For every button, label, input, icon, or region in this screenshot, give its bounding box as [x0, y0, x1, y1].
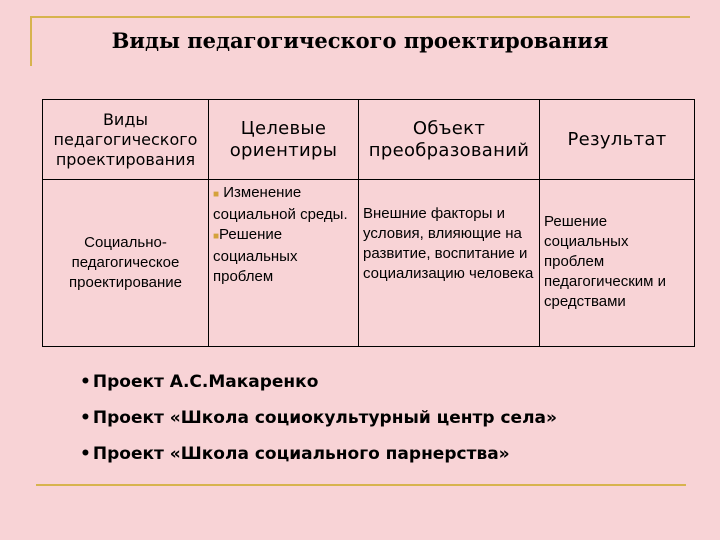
cell-type: Социально-педагогическое проектирование: [43, 180, 209, 347]
project-text: Проект «Школа социокультурный центр села»: [92, 408, 557, 428]
target-item: [213, 183, 354, 225]
project-item: [80, 372, 318, 392]
cell-targets: [209, 180, 359, 347]
comparison-table: [42, 99, 695, 347]
bullet-icon: •: [80, 408, 91, 428]
project-text: Проект «Школа социального парнерства»: [92, 444, 510, 464]
bullet-icon: •: [80, 444, 91, 464]
bullet-icon: •: [80, 372, 91, 392]
slide-title: Виды педагогического проектирования: [111, 28, 609, 53]
target-item: [213, 225, 354, 287]
project-item: [80, 408, 557, 428]
cell-object: Внешние факторы и условия, влияющие на развитие, воспитание и социализацию человека: [359, 180, 540, 347]
frame-bottom-line: [36, 484, 686, 486]
header-object: Объект преобразований: [359, 100, 540, 180]
frame-top-line: [30, 16, 690, 18]
header-types: Виды педагогического проектирования: [43, 100, 209, 180]
cell-result: Решение социальных проблем педагогическим и средствами: [540, 180, 695, 347]
table-header-row: [43, 100, 695, 180]
header-result: Результат: [540, 100, 695, 180]
square-bullet-icon: ■: [213, 189, 220, 200]
table-row: [43, 180, 695, 347]
square-bullet-icon: ■: [213, 231, 220, 242]
project-item: [80, 444, 510, 464]
target-text: Решение социальных проблем: [213, 226, 298, 285]
header-targets: Целевые ориентиры: [209, 100, 359, 180]
project-text: Проект А.С.Макаренко: [92, 372, 319, 392]
target-text: Изменение социальной среды.: [213, 184, 348, 223]
